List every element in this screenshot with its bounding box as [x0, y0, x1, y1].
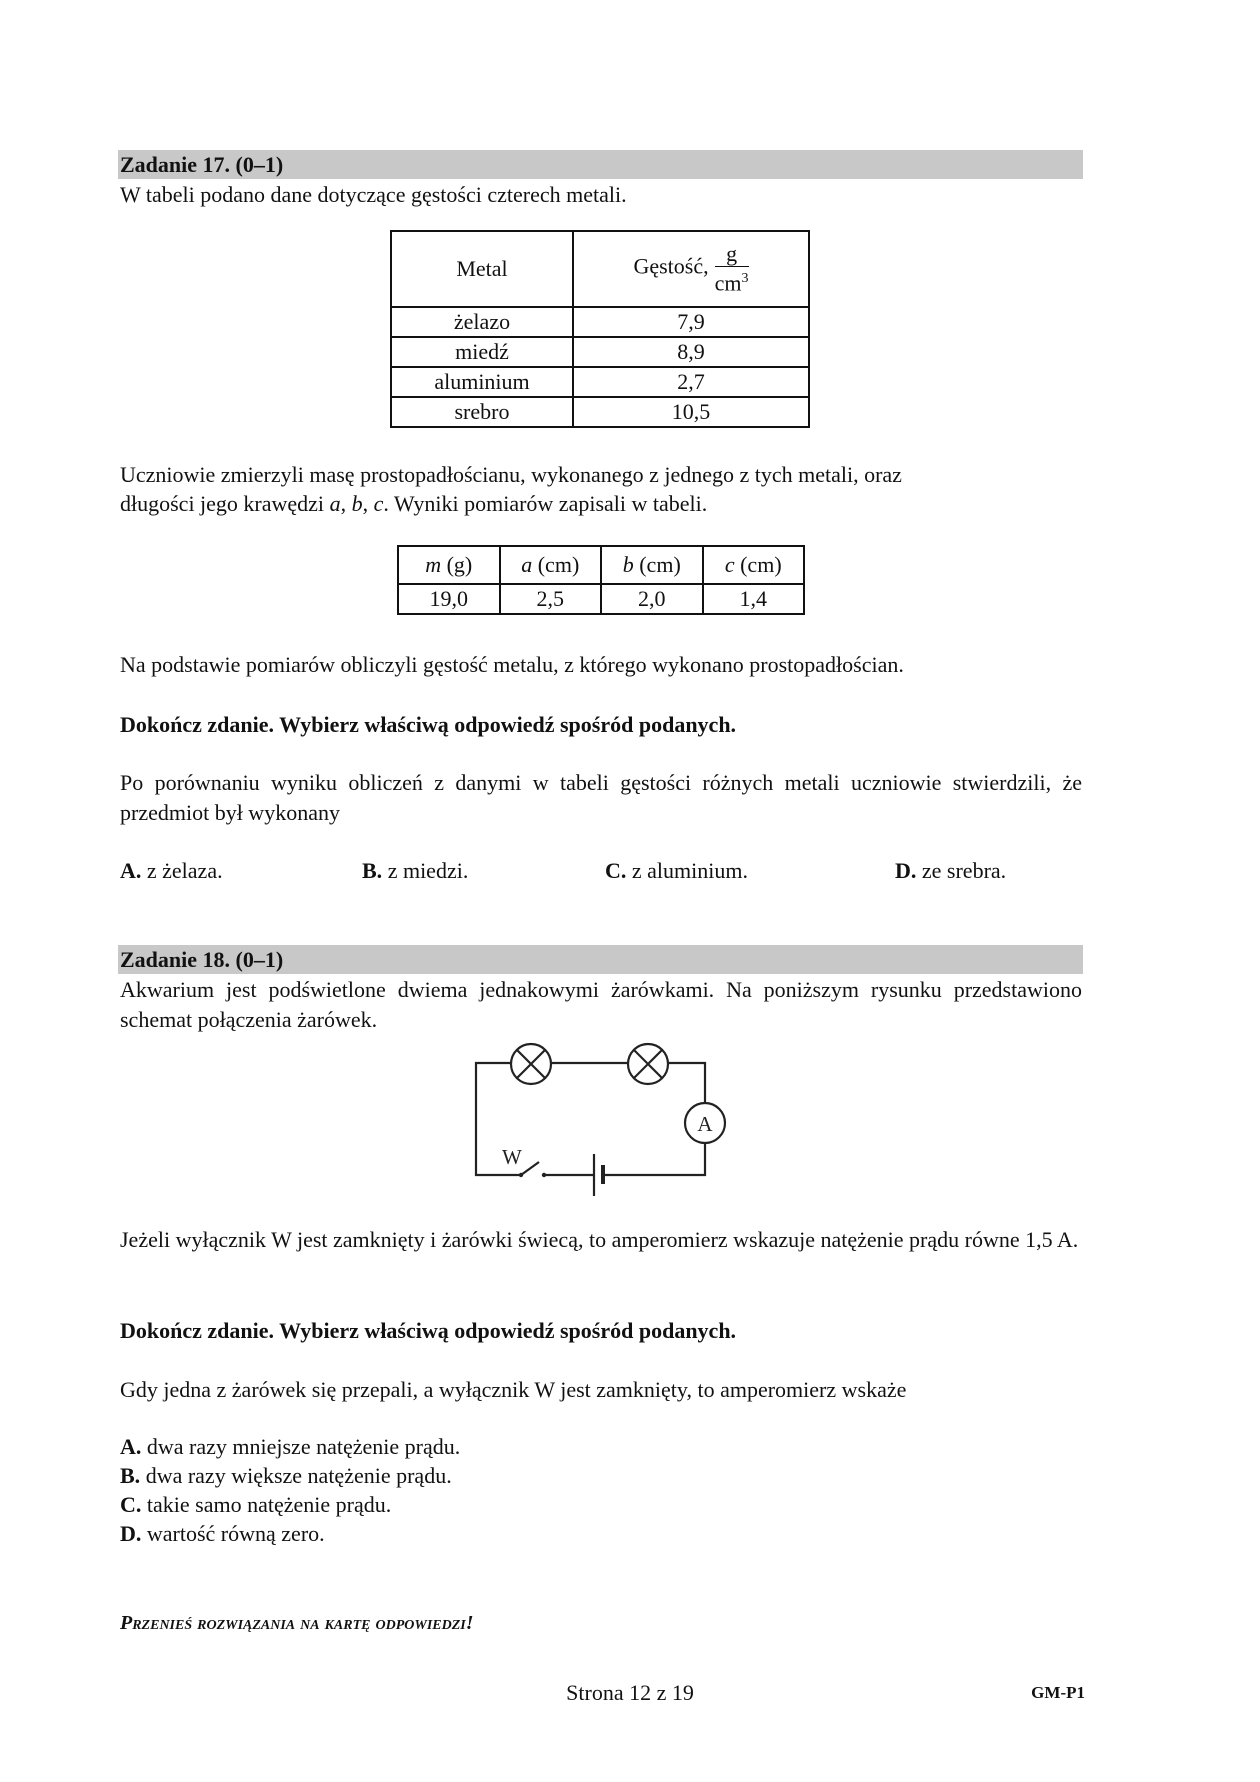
table-row: [391, 307, 809, 337]
col-c-header: c (cm): [703, 546, 805, 584]
task-18-option-a[interactable]: A. dwa razy mniejsze natężenie prądu.: [120, 1434, 461, 1459]
measure-text-line-2: długości jego krawędzi a, b, c. Wyniki pomiarów zapisali w tabeli.: [120, 491, 708, 516]
calc-text: Na podstawie pomiarów obliczyli gęstość metalu, z którego wykonano prostopadłościan.: [120, 652, 904, 677]
ammeter-label: A: [697, 1112, 713, 1136]
density-label: Gęstość,: [633, 254, 709, 280]
metal-name: żelazo: [391, 307, 573, 337]
table-row: [391, 337, 809, 367]
measure-text-line-1: Uczniowie zmierzyli masę prostopadłościanu, wykonanego z jednego z tych metali, oraz: [120, 462, 902, 487]
task-17-intro: W tabeli podano dane dotyczące gęstości czterech metali.: [120, 182, 627, 207]
switch-label: W: [502, 1145, 522, 1169]
wire-right-top: [668, 1063, 705, 1103]
task-18-header: Zadanie 18. (0–1): [118, 945, 1083, 974]
task-18-option-d[interactable]: D. wartość równą zero.: [120, 1521, 325, 1546]
task-17-option-a[interactable]: A. z żelaza.: [120, 858, 223, 883]
table-row: [391, 397, 809, 427]
exam-code: GM-P1: [1031, 1683, 1085, 1702]
task-18-option-c[interactable]: C. takie samo natężenie prądu.: [120, 1492, 392, 1517]
task-17-header: Zadanie 17. (0–1): [118, 150, 1083, 179]
task-17-question: Po porównaniu wyniku obliczeń z danymi w tabeli gęstości różnych metali uczniowie stwierdzili, że przedmiot był wykonany: [120, 770, 1082, 825]
transfer-answers-note: Przenieś rozwiązania na kartę odpowiedzi!: [120, 1612, 474, 1634]
metal-name: srebro: [391, 397, 573, 427]
switch-contact: [542, 1173, 546, 1177]
measurement-table: [397, 545, 805, 615]
a-value: 2,5: [500, 584, 602, 614]
bulb-2-icon: [628, 1044, 668, 1084]
measurement-table-header: [398, 546, 804, 584]
density-table-header: [391, 231, 809, 307]
page-number: Strona 12 z 19: [566, 1680, 694, 1705]
density-table: [390, 230, 810, 428]
col-mass-header: m (g): [398, 546, 500, 584]
col-b-header: b (cm): [601, 546, 703, 584]
bulb-1-icon: [511, 1044, 551, 1084]
wire-right-bottom: [603, 1143, 705, 1175]
task-18-condition: Jeżeli wyłącznik W jest zamknięty i żarówki świecą, to amperomierz wskazuje natężenie prądu równe 1,5 A.: [120, 1227, 1079, 1252]
task-18-instruction: Dokończ zdanie. Wybierz właściwą odpowiedź spośród podanych.: [120, 1318, 737, 1343]
table-row: [391, 367, 809, 397]
task-17-option-b[interactable]: B. z miedzi.: [362, 858, 469, 883]
metal-name: miedź: [391, 337, 573, 367]
switch-pivot: [519, 1173, 523, 1177]
mass-value: 19,0: [398, 584, 500, 614]
col-a-header: a (cm): [500, 546, 602, 584]
metal-density: 8,9: [573, 337, 809, 367]
switch-lever: [521, 1162, 539, 1175]
circuit-diagram: [460, 1040, 740, 1215]
metal-density: 10,5: [573, 397, 809, 427]
c-value: 1,4: [703, 584, 805, 614]
task-17-option-d[interactable]: D. ze srebra.: [895, 858, 1007, 883]
metal-density: 2,7: [573, 367, 809, 397]
b-value: 2,0: [601, 584, 703, 614]
task-18-intro: Akwarium jest podświetlone dwiema jednakowymi żarówkami. Na poniższym rysunku przedstawiono schemat połączenia żarówek.: [120, 977, 1082, 1032]
col-metal-header: Metal: [391, 231, 573, 307]
task-18-question: Gdy jedna z żarówek się przepali, a wyłącznik W jest zamknięty, to amperomierz wskaże: [120, 1377, 907, 1402]
task-17-instruction: Dokończ zdanie. Wybierz właściwą odpowiedź spośród podanych.: [120, 712, 737, 737]
metal-density: 7,9: [573, 307, 809, 337]
metal-name: aluminium: [391, 367, 573, 397]
task-18-option-b[interactable]: B. dwa razy większe natężenie prądu.: [120, 1463, 452, 1488]
table-row: [398, 584, 804, 614]
col-density-header: [573, 231, 809, 307]
task-17-option-c[interactable]: C. z aluminium.: [605, 858, 748, 883]
density-unit: $\frac{g}{cm^3}$: [714, 241, 749, 296]
